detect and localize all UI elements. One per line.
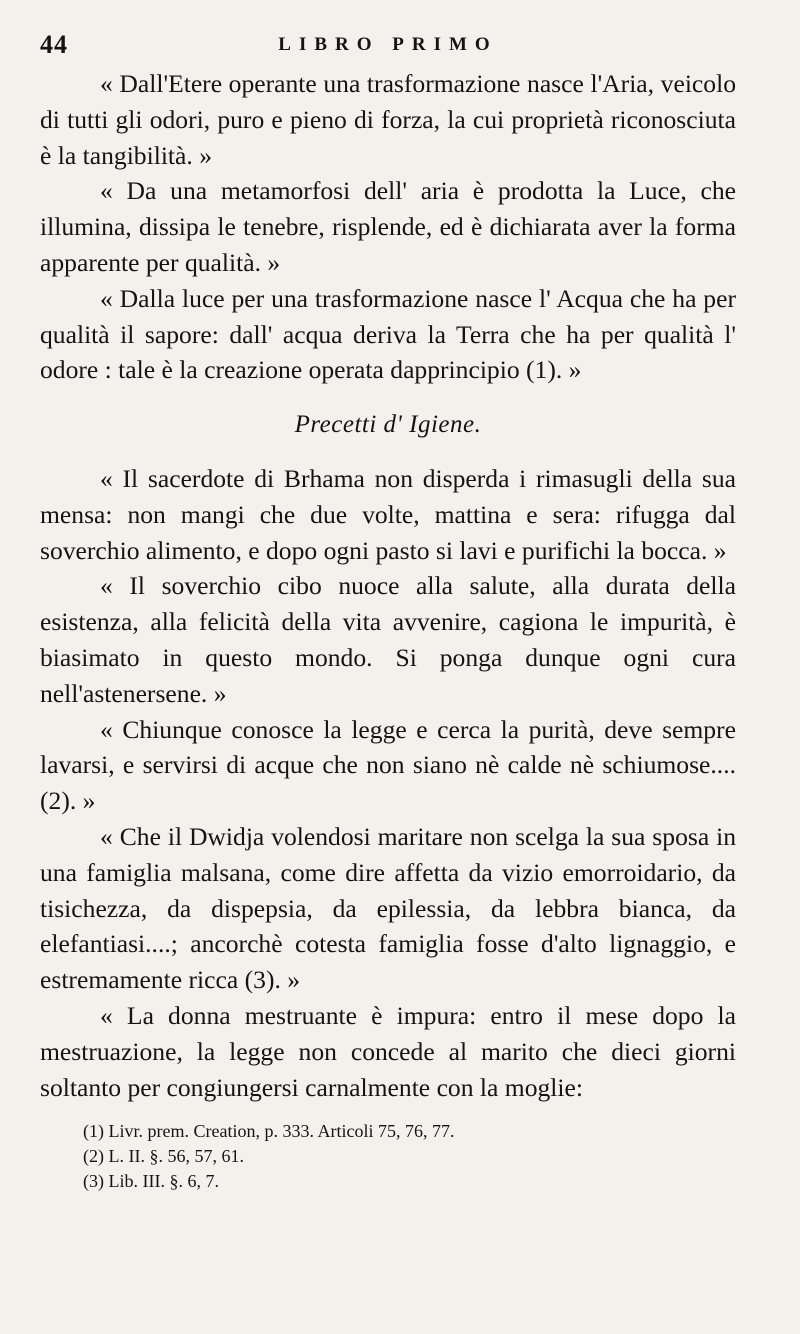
running-head: LIBRO PRIMO — [278, 34, 498, 55]
paragraph-luce: « Da una metamorfosi dell' aria è prodotta la Luce, che illumina, dissipa le tenebre, risplende, ed è dichiarata aver la forma apparente per qualità. » — [40, 176, 736, 277]
paragraph-acqua: « Dalla luce per una trasformazione nasce l' Acqua che ha per qualità il sapore: dall' acqua deriva la Terra che ha per qualità l' odore : tale è la creazione operata dapprincipio (1). » — [40, 283, 736, 385]
paragraph-aria: « Dall'Etere operante una trasformazione nasce l'Aria, veicolo di tutti gli odori, puro e pieno di forza, la cui proprietà riconosciuta è la tangibilità. » — [40, 69, 736, 170]
paragraph-dwidja: « Che il Dwidja volendosi maritare non scelga la sua sposa in una famiglia malsana, come dire affetta da vizio emorroidario, da tisichezza, da dispepsia, da epilessia, da lebbra bianca, da elefantiasi....; ancorchè cotesta famiglia fosse d'alto lignaggio, e estremamente ricca (3). » — [40, 821, 736, 995]
footnote-2: (2) L. II. §. 56, 57, 61. — [83, 1146, 244, 1167]
paragraph-sacerdote: « Il sacerdote di Brhama non disperda i rimasugli della sua mensa: non mangi che due volte, mattina e sera: rifugga dal soverchio alimento, e dopo ogni pasto si lavi e purifichi la bocca. » — [40, 463, 736, 565]
footnote-3: (3) Lib. III. §. 6, 7. — [83, 1171, 219, 1192]
page-header — [40, 30, 736, 66]
page-number: 44 — [40, 30, 68, 59]
body-text — [40, 66, 736, 1105]
book-page — [40, 30, 736, 1194]
paragraph-soverchio-cibo: « Il soverchio cibo nuoce alla salute, alla durata della esistenza, alla felicità della vita avvenire, cagiona le impurità, è biasimato in questo mondo. Si ponga dunque ogni cura nell'astenersene. » — [40, 571, 736, 708]
paragraph-purita: « Chiunque conosce la legge e cerca la purità, deve sempre lavarsi, e servirsi di acque che non siano nè calde nè schiumose.... (2). » — [40, 714, 736, 816]
footnote-1: (1) Livr. prem. Creation, p. 333. Articoli 75, 76, 77. — [83, 1121, 455, 1142]
paragraph-donna-mestruante: « La donna mestruante è impura: entro il mese dopo la mestruazione, la legge non concede al marito che dieci giorni soltanto per congiungersi carnalmente con la moglie: — [40, 1000, 736, 1102]
footnotes — [40, 1119, 736, 1194]
section-heading: Precetti d' Igiene. — [294, 411, 482, 439]
